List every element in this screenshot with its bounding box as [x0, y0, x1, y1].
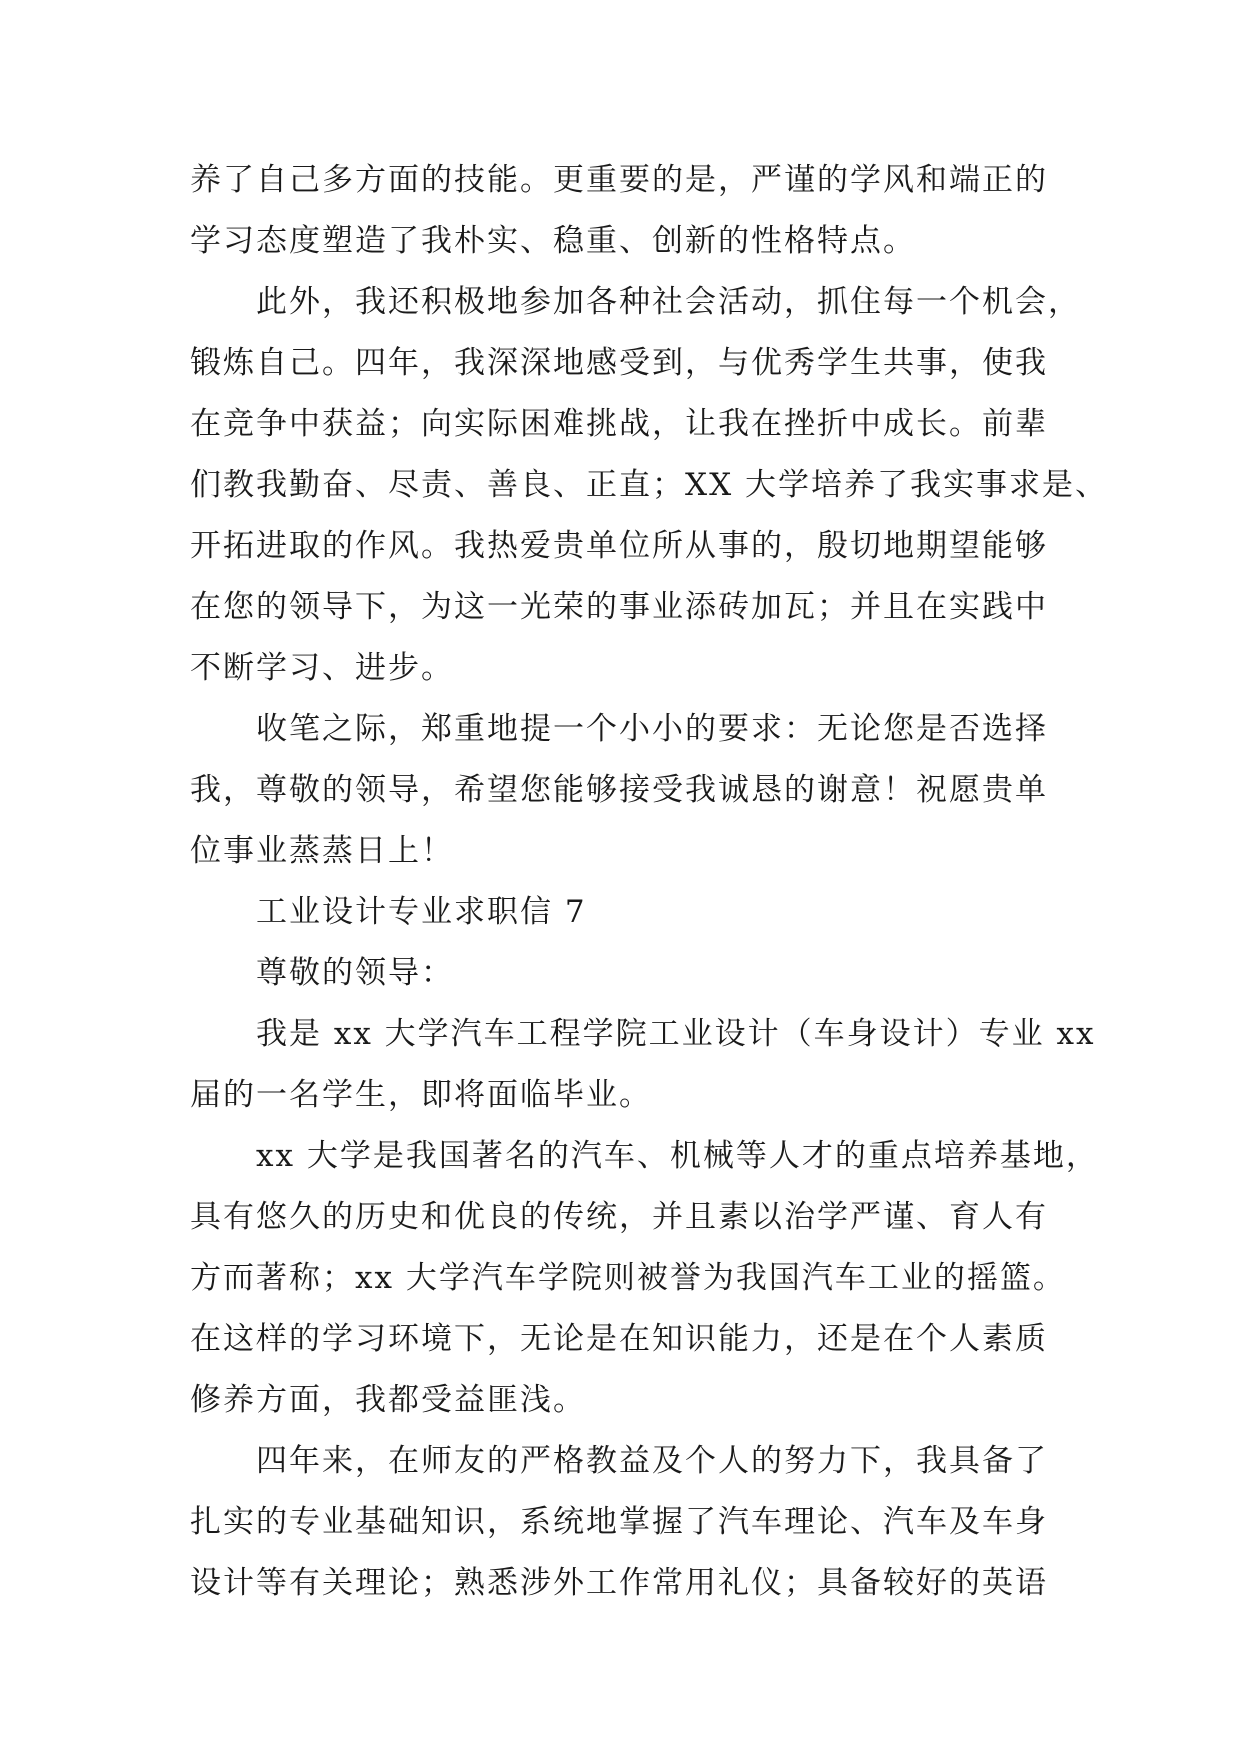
text-line-17: xx 大学是我国著名的汽车、机械等人才的重点培养基地， [256, 1138, 1099, 1174]
text-line-2: 学习态度塑造了我朴实、稳重、创新的性格特点。 [190, 223, 916, 259]
text-line-18: 具有悠久的历史和优良的传统，并且素以治学严谨、育人有 [190, 1199, 1048, 1235]
document-body [190, 150, 1108, 1614]
text-line-19: 方而著称；xx 大学汽车学院则被誉为我国汽车工业的摇篮。 [190, 1260, 1066, 1296]
text-line-15: 我是 xx 大学汽车工程学院工业设计（车身设计）专业 xx [256, 1016, 1096, 1052]
text-line-8: 在您的领导下，为这一光荣的事业添砖加瓦；并且在实践中 [190, 589, 1048, 625]
text-line-1: 养了自己多方面的技能。更重要的是，严谨的学风和端正的 [190, 162, 1048, 198]
text-line-7: 开拓进取的作风。我热爱贵单位所从事的，殷切地期望能够 [190, 528, 1048, 564]
text-line-6: 们教我勤奋、尽责、善良、正直；XX 大学培养了我实事求是、 [190, 467, 1108, 503]
text-line-9: 不断学习、进步。 [190, 650, 454, 686]
text-line-12: 位事业蒸蒸日上！ [190, 833, 454, 869]
text-line-16: 届的一名学生，即将面临毕业。 [190, 1077, 652, 1113]
text-line-21: 修养方面，我都受益匪浅。 [190, 1382, 586, 1418]
text-line-11: 我，尊敬的领导，希望您能够接受我诚恳的谢意！祝愿贵单 [190, 772, 1048, 808]
text-line-20: 在这样的学习环境下，无论是在知识能力，还是在个人素质 [190, 1321, 1048, 1357]
text-line-22: 四年来，在师友的严格教益及个人的努力下，我具备了 [256, 1443, 1048, 1479]
text-line-3: 此外，我还积极地参加各种社会活动，抓住每一个机会， [256, 284, 1081, 320]
text-line-4: 锻炼自己。四年，我深深地感受到，与优秀学生共事，使我 [190, 345, 1048, 381]
text-line-10: 收笔之际，郑重地提一个小小的要求：无论您是否选择 [256, 711, 1048, 747]
section-heading: 工业设计专业求职信 7 [256, 894, 587, 930]
text-line-23: 扎实的专业基础知识，系统地掌握了汽车理论、汽车及车身 [190, 1504, 1048, 1540]
text-line-24: 设计等有关理论；熟悉涉外工作常用礼仪；具备较好的英语 [190, 1565, 1048, 1601]
text-line-5: 在竞争中获益；向实际困难挑战，让我在挫折中成长。前辈 [190, 406, 1048, 442]
salutation: 尊敬的领导： [256, 955, 454, 991]
